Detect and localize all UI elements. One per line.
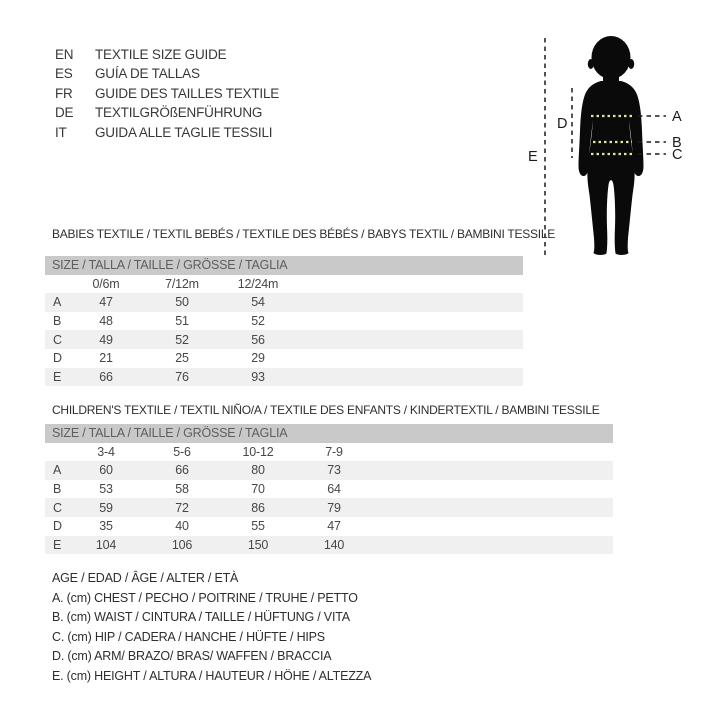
row-label: C: [53, 332, 62, 347]
children-size-header-bar: SIZE / TALLA / TAILLE / GRÖSSE / TAGLIA: [45, 424, 613, 443]
size-value: 51: [175, 314, 189, 329]
size-value: 104: [95, 537, 117, 552]
children-size-table: [45, 424, 613, 554]
language-code: DE: [55, 105, 74, 121]
babies-size-header-bar: SIZE / TALLA / TAILLE / GRÖSSE / TAGLIA: [45, 256, 523, 275]
children-section-title: CHILDREN'S TEXTILE / TEXTIL NIÑO/A / TEXTILE DES ENFANTS / KINDERTEXTIL / BAMBINI TESSILE: [52, 403, 600, 417]
size-value: 70: [251, 482, 265, 497]
language-row: [55, 103, 279, 122]
size-value: 52: [175, 332, 189, 347]
size-value: 64: [327, 482, 341, 497]
babies-size-table: [45, 256, 523, 386]
language-row: [55, 64, 279, 83]
size-value: 76: [175, 369, 189, 384]
legend-height-line: E. (cm) HEIGHT / ALTURA / HAUTEUR / HÖHE / ALTEZZA: [52, 668, 372, 683]
figure-label-arm: D: [557, 116, 568, 132]
size-value: 56: [251, 332, 265, 347]
size-col-header: 5-6: [173, 444, 191, 459]
language-code: ES: [55, 66, 73, 82]
figure-label-waist: B: [672, 135, 682, 151]
size-col-header: 10-12: [242, 444, 274, 459]
language-row: [55, 123, 279, 142]
size-value: 86: [251, 500, 265, 515]
table-row: [45, 293, 523, 312]
table-row: [45, 349, 523, 368]
size-value: 59: [99, 500, 113, 515]
size-value: 29: [251, 351, 265, 366]
size-col-header: 0/6m: [92, 276, 120, 291]
row-label: A: [53, 295, 62, 310]
language-code: IT: [55, 124, 67, 140]
size-value: 54: [251, 295, 265, 310]
row-label: B: [53, 314, 62, 329]
babies-column-header-row: [45, 275, 523, 294]
size-value: 55: [251, 519, 265, 534]
size-value: 72: [175, 500, 189, 515]
size-value: 66: [99, 369, 113, 384]
size-value: 106: [171, 537, 193, 552]
children-column-header-row: [45, 443, 613, 462]
babies-section-title: BABIES TEXTILE / TEXTIL BEBÉS / TEXTILE DES BÉBÉS / BABYS TEXTIL / BAMBINI TESSILE: [52, 227, 556, 241]
size-value: 73: [327, 463, 341, 478]
legend-arm-line: D. (cm) ARM/ BRAZO/ BRAS/ WAFFEN / BRACCIA: [52, 649, 332, 663]
row-label: C: [53, 500, 62, 515]
size-value: 58: [175, 482, 189, 497]
language-row: [55, 84, 279, 103]
language-title: GUÍA DE TALLAS: [95, 66, 200, 82]
table-row: [45, 368, 523, 387]
size-value: 47: [327, 519, 341, 534]
figure-label-hip: C: [672, 147, 683, 163]
size-value: 47: [99, 295, 113, 310]
size-value: 35: [99, 519, 113, 534]
size-value: 66: [175, 463, 189, 478]
size-value: 60: [99, 463, 113, 478]
child-silhouette-icon: [579, 36, 644, 255]
size-value: 79: [327, 500, 341, 515]
table-row: [45, 461, 613, 480]
legend-chest-line: A. (cm) CHEST / PECHO / POITRINE / TRUHE / PETTO: [52, 590, 358, 605]
size-col-header: 7-9: [325, 444, 343, 459]
table-row: [45, 536, 613, 555]
language-title: GUIDA ALLE TAGLIE TESSILI: [95, 124, 273, 140]
table-row: [45, 498, 613, 517]
figure-label-height: E: [528, 149, 538, 165]
language-title: TEXTILGRÖßENFÜHRUNG: [95, 105, 263, 121]
size-value: 49: [99, 332, 113, 347]
legend-age-line: AGE / EDAD / ÂGE / ALTER / ETÀ: [52, 571, 239, 585]
size-col-header: 12/24m: [237, 276, 279, 291]
size-value: 25: [175, 351, 189, 366]
table-row: [45, 480, 613, 499]
row-label: D: [53, 351, 62, 366]
language-code: EN: [55, 47, 74, 62]
size-col-header: 3-4: [97, 444, 115, 459]
size-value: 52: [251, 314, 265, 329]
language-title: GUIDE DES TAILLES TEXTILE: [95, 85, 280, 101]
row-label: D: [53, 519, 62, 534]
legend-hip-line: C. (cm) HIP / CADERA / HANCHE / HÜFTE / HIPS: [52, 629, 325, 644]
size-value: 21: [99, 351, 113, 366]
size-value: 150: [247, 537, 269, 552]
row-label: E: [53, 537, 62, 552]
size-value: 80: [251, 463, 265, 478]
row-label: A: [53, 463, 62, 478]
size-value: 48: [99, 314, 113, 329]
table-row: [45, 330, 523, 349]
size-value: 93: [251, 369, 265, 384]
measurement-legend: [52, 569, 371, 686]
row-label: B: [53, 482, 62, 497]
legend-waist-line: B. (cm) WAIST / CINTURA / TAILLE / HÜFTUNG / VITA: [52, 610, 350, 624]
table-row: [45, 312, 523, 331]
size-value: 53: [99, 482, 113, 497]
language-title: TEXTILE SIZE GUIDE: [95, 47, 227, 62]
row-label: E: [53, 369, 62, 384]
language-row: [55, 45, 279, 64]
size-col-header: 7/12m: [165, 276, 199, 291]
size-value: 40: [175, 519, 189, 534]
size-value: 140: [323, 537, 345, 552]
measurement-figure: [520, 25, 720, 260]
size-value: 50: [175, 295, 189, 310]
language-code: FR: [55, 85, 73, 101]
language-list: [55, 45, 279, 142]
figure-label-chest: A: [672, 109, 682, 125]
table-row: [45, 517, 613, 536]
